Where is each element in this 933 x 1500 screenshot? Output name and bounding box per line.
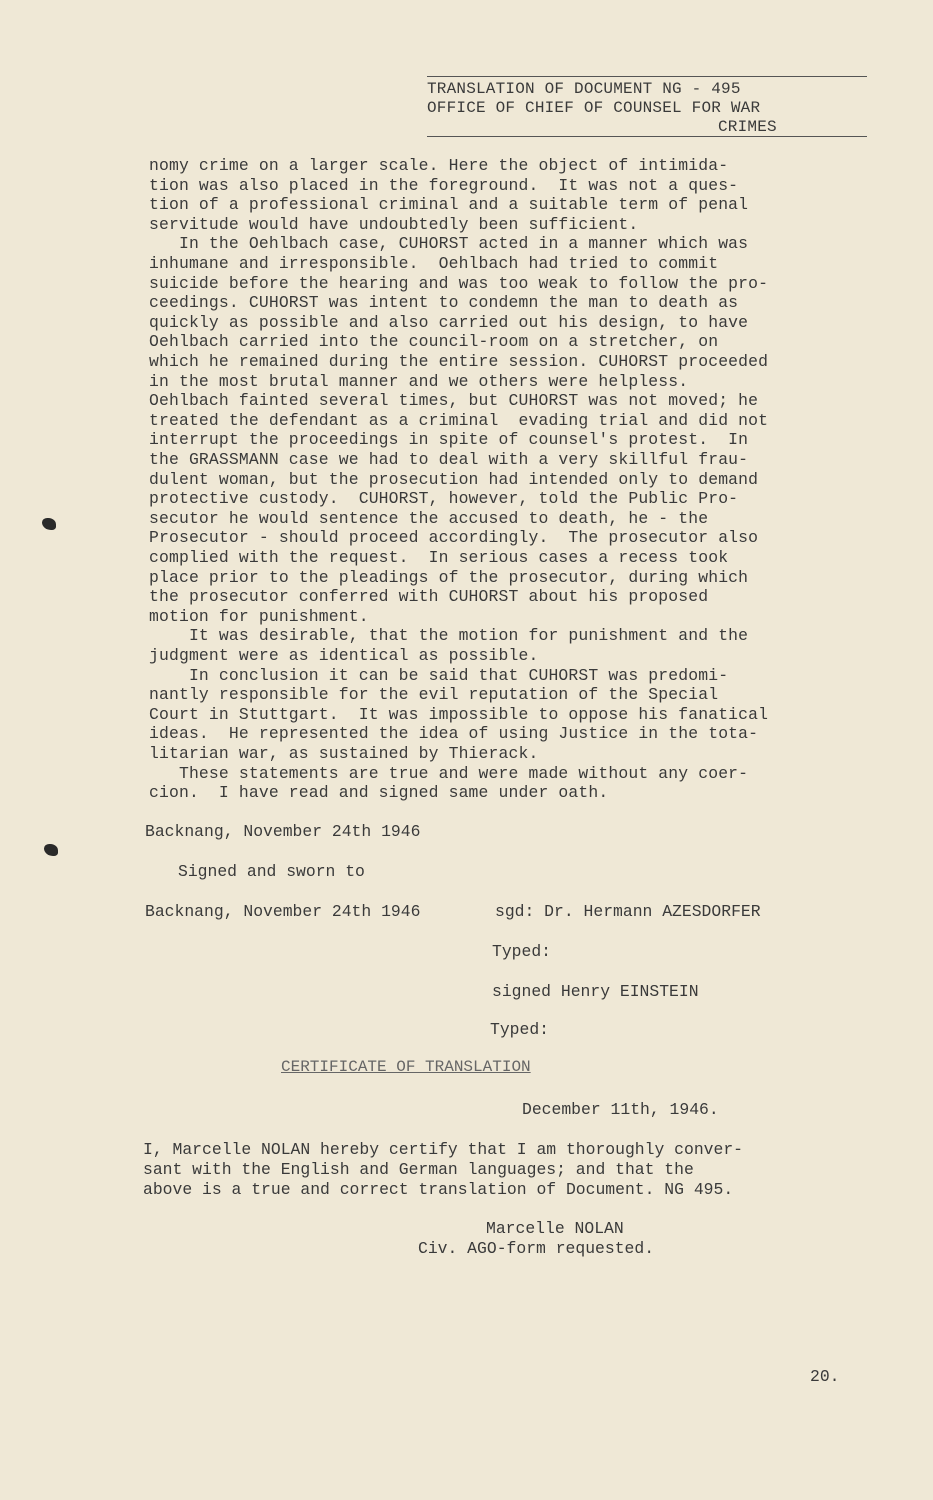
- translator-name: Marcelle NOLAN: [486, 1219, 624, 1238]
- body-line: the prosecutor conferred with CUHORST about his proposed: [149, 587, 709, 607]
- body-line: Prosecutor - should proceed accordingly. The prosecutor also: [149, 528, 759, 548]
- typed-label-2: Typed:: [490, 1020, 550, 1039]
- body-line: in the most brutal manner and we others were helpless.: [149, 371, 689, 391]
- body-line: judgment were as identical as possible.: [149, 646, 539, 665]
- certificate-line-3: above is a true and correct translation of Document. NG 495.: [143, 1180, 734, 1199]
- body-line: In conclusion it can be said that CUHORST was predomi-: [149, 665, 729, 685]
- certificate-line-2: sant with the English and German languages; and that the: [143, 1160, 694, 1179]
- body-line: In the Oehlbach case, CUHORST acted in a manner which was: [149, 234, 749, 254]
- body-line: interrupt the proceedings in spite of counsel's protest. In: [149, 430, 749, 450]
- body-line: which he remained during the entire session. CUHORST proceeded: [149, 352, 769, 371]
- signature-einstein: signed Henry EINSTEIN: [492, 982, 699, 1001]
- body-line: These statements are true and were made without any coer-: [149, 763, 749, 783]
- body-line: the GRASSMANN case we had to deal with a very skillful frau-: [149, 450, 749, 469]
- certificate-title: CERTIFICATE OF TRANSLATION: [281, 1058, 531, 1076]
- ink-blot-2: [44, 844, 58, 856]
- signature-azesdorfer: sgd: Dr. Hermann AZESDORFER: [495, 902, 761, 921]
- body-line: Oehlbach fainted several times, but CUHORST was not moved; he: [149, 391, 759, 411]
- body-line: quickly as possible and also carried out his design, to have: [149, 312, 749, 332]
- body-line: It was desirable, that the motion for punishment and the: [149, 626, 749, 646]
- header-bottom-rule: [427, 136, 867, 137]
- place-date: Backnang, November 24th 1946: [145, 822, 421, 841]
- body-line: inhumane and irresponsible. Oehlbach had tried to commit: [149, 254, 719, 273]
- body-line: litarian war, as sustained by Thierack.: [149, 744, 539, 763]
- body-line: suicide before the hearing and was too weak to follow the pro-: [149, 273, 769, 293]
- body-line: nantly responsible for the evil reputation of the Special: [149, 685, 719, 705]
- body-line: dulent woman, but the prosecution had intended only to demand: [149, 469, 759, 489]
- header-line-2: OFFICE OF CHIEF OF COUNSEL FOR WAR: [427, 99, 761, 117]
- body-line: motion for punishment.: [149, 606, 369, 626]
- body-line: Court in Stuttgart. It was impossible to oppose his fanatical: [149, 704, 769, 724]
- signed-sworn: Signed and sworn to: [178, 862, 365, 881]
- body-line: treated the defendant as a criminal evading trial and did not: [149, 410, 769, 430]
- body-line: nomy crime on a larger scale. Here the object of intimida-: [149, 156, 729, 175]
- body-line: protective custody. CUHORST, however, told the Public Pro-: [149, 489, 739, 509]
- typed-label-1: Typed:: [492, 942, 552, 961]
- translator-note: Civ. AGO-form requested.: [418, 1239, 655, 1258]
- place-date-2: Backnang, November 24th 1946: [145, 902, 421, 921]
- body-line: ceedings. CUHORST was intent to condemn the man to death as: [149, 293, 739, 313]
- certificate-date: December 11th, 1946.: [522, 1100, 719, 1119]
- body-line: Oehlbach carried into the council-room on a stretcher, on: [149, 332, 719, 352]
- certificate-line-1: I, Marcelle NOLAN hereby certify that I am thoroughly conver-: [143, 1140, 743, 1159]
- page-number: 20.: [810, 1367, 840, 1386]
- body-line: tion was also placed in the foreground. It was not a ques-: [149, 175, 739, 195]
- header-line-3: CRIMES: [718, 118, 777, 136]
- body-line: servitude would have undoubtedly been sufficient.: [149, 214, 639, 234]
- body-line: secutor he would sentence the accused to death, he - the: [149, 508, 709, 528]
- body-line: place prior to the pleadings of the prosecutor, during which: [149, 567, 749, 587]
- body-line: tion of a professional criminal and a suitable term of penal: [149, 195, 749, 215]
- header-top-rule: [427, 76, 867, 77]
- ink-blot-1: [42, 518, 56, 530]
- body-line: complied with the request. In serious cases a recess took: [149, 548, 729, 567]
- body-line: ideas. He represented the idea of using Justice in the tota-: [149, 724, 759, 744]
- body-line: cion. I have read and signed same under oath.: [149, 783, 609, 803]
- header-line-1: TRANSLATION OF DOCUMENT NG - 495: [427, 80, 741, 98]
